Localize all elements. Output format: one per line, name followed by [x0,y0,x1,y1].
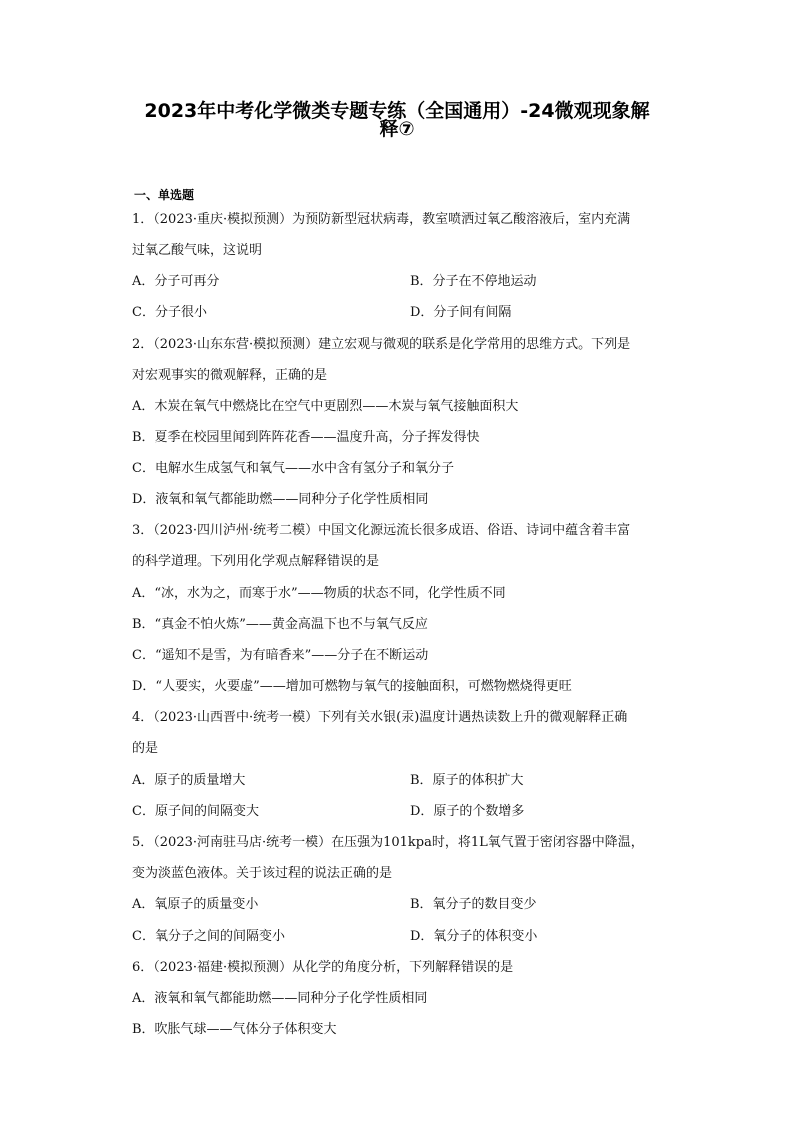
question-4-option-c: C．原子间的间隔变大 [132,804,259,819]
question-5-option-c: C．氧分子之间的间隔变小 [132,929,285,944]
question-5-stem-line-1: 5．（2023·河南驻马店·统考一模）在压强为101kpa时，将1L氧气置于密闭容器中降温， [132,835,644,850]
question-3-option-c: C．“遥知不是雪，为有暗香来”——分子在不断运动 [132,648,429,663]
question-2-option-d: D．液氧和氧气都能助燃——同种分子化学性质相同 [132,492,429,507]
question-2-stem-line-1: 2．（2023·山东东营·模拟预测）建立宏观与微观的联系是化学常用的思维方式。下列是 [132,337,631,352]
question-3-option-d: D．“人要实，火要虚”——增加可燃物与氧气的接触面积，可燃物燃烧得更旺 [132,679,572,694]
question-1-option-d: D．分子间有间隔 [410,305,512,320]
question-1-stem-line-1: 1．（2023·重庆·模拟预测）为预防新型冠状病毒，教室喷洒过氧乙酸溶液后，室内充满 [132,212,631,227]
question-4-option-a: A．原子的质量增大 [132,773,246,788]
question-3-option-a: A．“冰，水为之，而寒于水”——物质的状态不同，化学性质不同 [132,586,506,601]
question-3-stem-line-2: 的科学道理。下列用化学观点解释错误的是 [132,554,380,569]
question-1-stem-line-2: 过氧乙酸气味，这说明 [132,243,263,258]
question-5-option-d: D．氧分子的体积变小 [410,929,538,944]
question-5-option-b: B．氧分子的数目变少 [410,897,537,912]
question-3-stem-line-1: 3．（2023·四川泸州·统考二模）中国文化源远流长很多成语、俗语、诗词中蕴含着丰富 [132,523,631,538]
question-4-stem-line-1: 4．（2023·山西晋中·统考一模）下列有关水银(汞)温度计遇热读数上升的微观解释正确 [132,710,628,725]
question-1-option-b: B．分子在不停地运动 [410,274,537,289]
document-title-line-1: 2023年中考化学微类专题专练（全国通用）-24微观现象解 [144,100,650,122]
question-2-option-b: B．夏季在校园里闻到阵阵花香——温度升高，分子挥发得快 [132,430,480,445]
document-title-line-2: 释⑦ [379,118,415,140]
question-4-option-d: D．原子的个数增多 [410,804,525,819]
question-3-option-b: B．“真金不怕火炼”——黄金高温下也不与氧气反应 [132,617,428,632]
question-4-stem-line-2: 的是 [132,741,159,756]
question-6-stem-line-1: 6．（2023·福建·模拟预测）从化学的角度分析，下列解释错误的是 [132,960,514,975]
question-1-option-c: C．分子很小 [132,305,207,320]
section-heading: 一、单选题 [134,188,195,202]
question-2-stem-line-2: 对宏观事实的微观解释，正确的是 [132,368,328,383]
question-5-stem-line-2: 变为淡蓝色液体。关于该过程的说法正确的是 [132,866,393,881]
question-2-option-c: C．电解水生成氢气和氧气——水中含有氢分子和氧分子 [132,461,454,476]
question-4-option-b: B．原子的体积扩大 [410,773,524,788]
question-6-option-a: A．液氧和氧气都能助燃——同种分子化学性质相同 [132,991,428,1006]
question-2-option-a: A．木炭在氧气中燃烧比在空气中更剧烈——木炭与氧气接触面积大 [132,399,519,414]
question-1-option-a: A．分子可再分 [132,274,220,289]
question-5-option-a: A．氧原子的质量变小 [132,897,259,912]
question-6-option-b: B．吹胀气球——气体分子体积变大 [132,1022,337,1037]
